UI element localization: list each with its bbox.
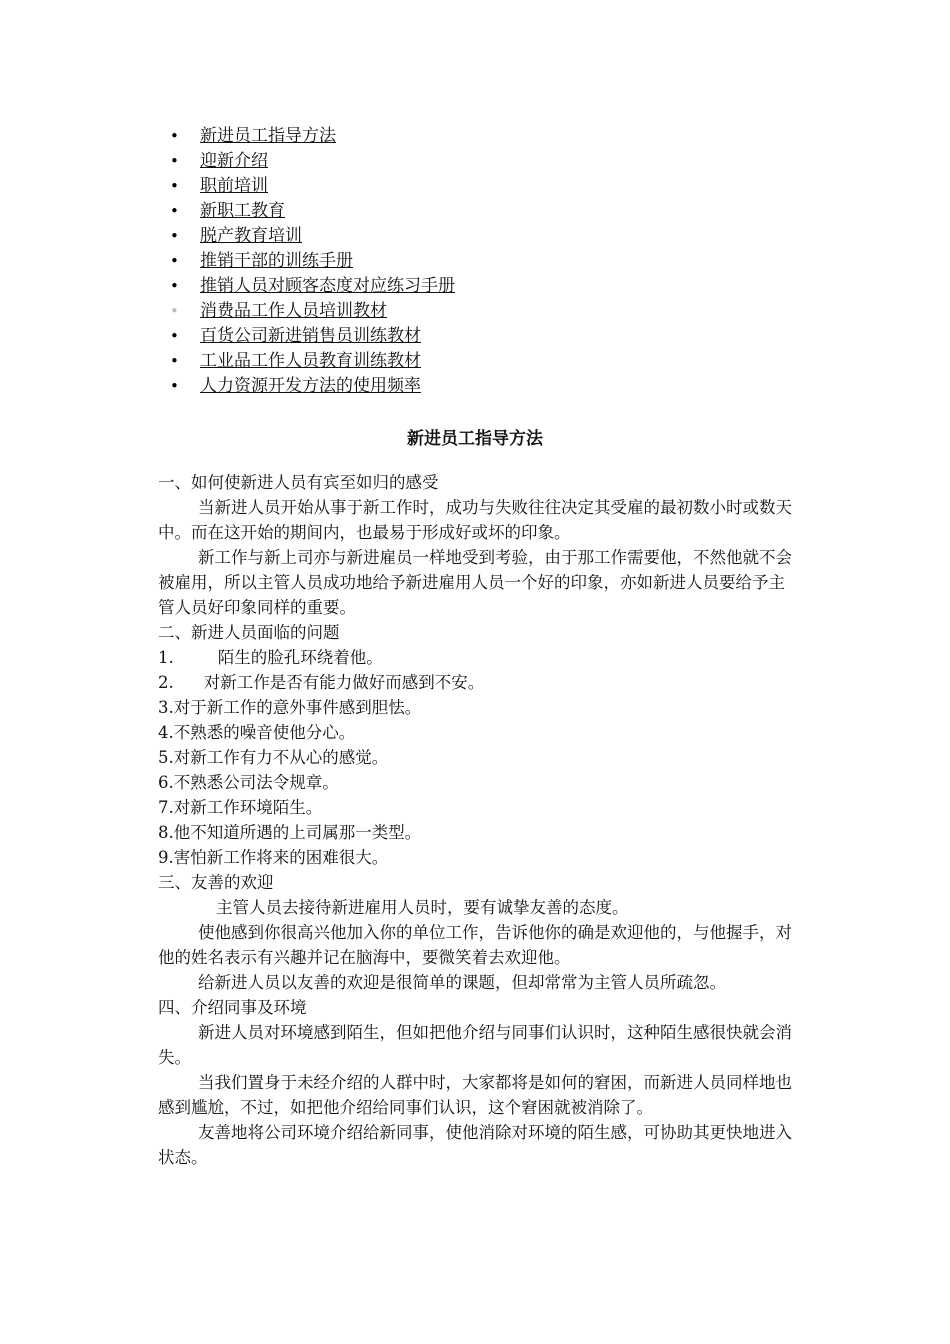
toc-link[interactable]: 百货公司新进销售员训练教材 bbox=[200, 326, 421, 346]
toc-link[interactable]: 推销干部的训练手册 bbox=[200, 251, 353, 271]
item-number: 3. bbox=[158, 698, 174, 717]
document-body bbox=[158, 470, 794, 1170]
paragraph: 当新进人员开始从事于新工作时，成功与失败往往决定其受雇的最初数小时或数天中。而在这开始的期间内，也最易于形成好或坏的印象。 bbox=[158, 498, 792, 542]
toc-link[interactable]: 工业品工作人员教育训练教材 bbox=[200, 351, 421, 371]
paragraph: 新工作与新上司亦与新进雇员一样地受到考验，由于那工作需要他，不然他就不会被雇用，所以主管人员成功地给予新进雇用人员一个好的印象，亦如新进人员要给予主管人员好印象同样的重要。 bbox=[158, 548, 792, 617]
toc-item[interactable] bbox=[200, 124, 455, 149]
item-number: 8. bbox=[158, 823, 174, 842]
paragraph: 新进人员对环境感到陌生，但如把他介绍与同事们认识时，这种陌生感很快就会消失。 bbox=[158, 1023, 792, 1067]
toc-item[interactable] bbox=[200, 374, 455, 399]
toc-link[interactable]: 新职工教育 bbox=[200, 201, 285, 221]
table-of-contents bbox=[200, 124, 455, 399]
section-heading: 二、新进人员面临的问题 bbox=[158, 623, 340, 642]
paragraph: 使他感到你很高兴他加入你的单位工作，告诉他你的确是欢迎他的，与他握手，对他的姓名表示有兴趣并记在脑海中，要微笑着去欢迎他。 bbox=[158, 923, 792, 967]
item-text: 对新工作是否有能力做好而感到不安。 bbox=[203, 673, 485, 692]
numbered-item bbox=[158, 845, 794, 870]
toc-item[interactable] bbox=[200, 274, 455, 299]
toc-link[interactable]: 人力资源开发方法的使用频率 bbox=[200, 376, 421, 396]
toc-link[interactable]: 迎新介绍 bbox=[200, 151, 268, 171]
numbered-item bbox=[158, 695, 794, 720]
toc-link[interactable]: 职前培训 bbox=[200, 176, 268, 196]
item-number: 6. bbox=[158, 773, 174, 792]
numbered-item bbox=[158, 745, 794, 770]
toc-item[interactable] bbox=[200, 324, 455, 349]
item-number: 7. bbox=[158, 798, 174, 817]
paragraph: 友善地将公司环境介绍给新同事，使他消除对环境的陌生感，可协助其更快地进入状态。 bbox=[158, 1123, 792, 1167]
item-text: 不熟悉公司法令规章。 bbox=[173, 773, 339, 792]
paragraph: 主管人员去接待新进雇用人员时，要有诚挚友善的态度。 bbox=[216, 898, 629, 917]
toc-item[interactable] bbox=[200, 349, 455, 374]
toc-item[interactable] bbox=[200, 249, 455, 274]
section-heading: 四、介绍同事及环境 bbox=[158, 998, 307, 1017]
numbered-item bbox=[158, 770, 794, 795]
numbered-item bbox=[158, 795, 794, 820]
section-heading: 三、友善的欢迎 bbox=[158, 873, 274, 892]
section-heading: 一、如何使新进人员有宾至如归的感受 bbox=[158, 473, 439, 492]
toc-item[interactable] bbox=[200, 299, 455, 324]
item-text: 对于新工作的意外事件感到胆怯。 bbox=[173, 698, 422, 717]
item-number: 1. bbox=[158, 648, 174, 667]
item-number: 2. bbox=[158, 673, 174, 692]
item-text: 陌生的脸孔环绕着他。 bbox=[217, 648, 383, 667]
paragraph: 给新进人员以友善的欢迎是很简单的课题，但却常常为主管人员所疏忽。 bbox=[198, 973, 726, 992]
numbered-item bbox=[158, 820, 794, 845]
numbered-item bbox=[158, 670, 794, 695]
toc-link[interactable]: 新进员工指导方法 bbox=[200, 126, 336, 146]
item-text: 对新工作有力不从心的感觉。 bbox=[173, 748, 389, 767]
paragraph: 当我们置身于未经介绍的人群中时，大家都将是如何的窘困，而新进人员同样地也感到尴尬，不过，如把他介绍给同事们认识，这个窘困就被消除了。 bbox=[158, 1073, 792, 1117]
item-text: 不熟悉的噪音使他分心。 bbox=[173, 723, 356, 742]
toc-item[interactable] bbox=[200, 174, 455, 199]
item-text: 他不知道所遇的上司属那一类型。 bbox=[173, 823, 422, 842]
toc-link[interactable]: 消费品工作人员培训教材 bbox=[200, 301, 387, 321]
item-number: 4. bbox=[158, 723, 174, 742]
toc-link[interactable]: 推销人员对顾客态度对应练习手册 bbox=[200, 276, 455, 296]
toc-item[interactable] bbox=[200, 199, 455, 224]
toc-item[interactable] bbox=[200, 149, 455, 174]
item-text: 害怕新工作将来的困难很大。 bbox=[173, 848, 389, 867]
item-text: 对新工作环境陌生。 bbox=[173, 798, 323, 817]
numbered-item bbox=[158, 720, 794, 745]
toc-item[interactable] bbox=[200, 224, 455, 249]
numbered-item bbox=[158, 645, 794, 670]
toc-link[interactable]: 脱产教育培训 bbox=[200, 226, 302, 246]
item-number: 5. bbox=[158, 748, 174, 767]
page-title: 新进员工指导方法 bbox=[407, 429, 543, 449]
item-number: 9. bbox=[158, 848, 174, 867]
